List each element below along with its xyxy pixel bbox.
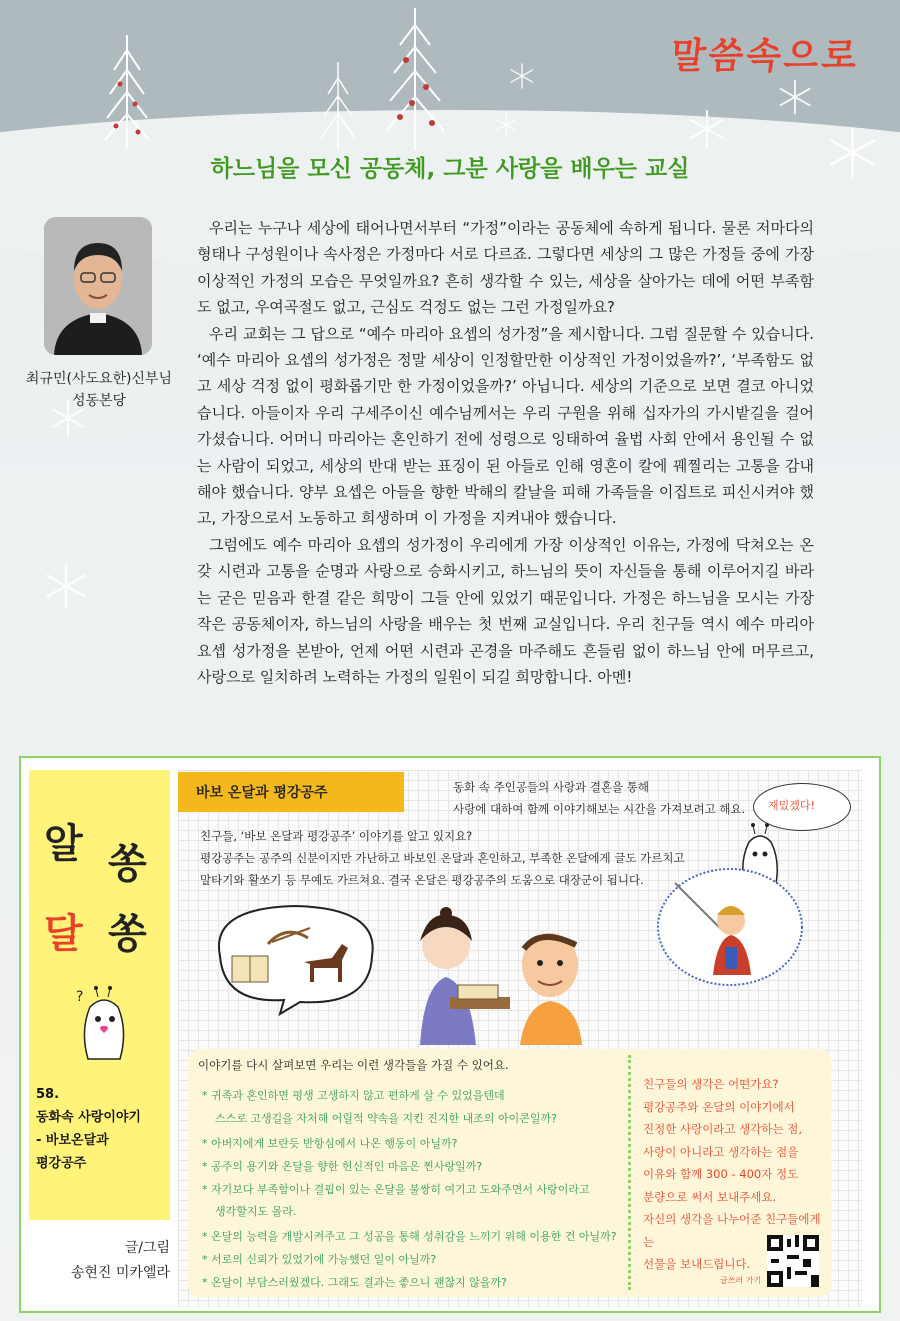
intro-line: 동화 속 주인공들의 사랑과 결혼을 통해 (453, 780, 650, 794)
snowflake-icon (508, 62, 536, 90)
story-line: 친구들, ‘바보 온달과 평강공주’ 이야기를 알고 있지요? (200, 829, 473, 843)
comic-tag-label: 바보 온달과 평강공주 (196, 785, 328, 801)
divider (628, 1055, 631, 1290)
episode-line: 동화속 사랑이야기 (36, 1110, 141, 1125)
thought-bubble-illustration (200, 898, 390, 1016)
page-title: 하느님을 모신 공동체, 그분 사랑을 배우는 교실 (210, 156, 690, 182)
episode-line: 평강공주 (36, 1156, 87, 1171)
side-title-char: 쏭 (108, 911, 147, 957)
discussion-item: * 귀족과 혼인하면 평생 고생하지 않고 편하게 살 수 있었을텐데 (202, 1089, 505, 1102)
svg-text:?: ? (76, 989, 84, 1005)
side-title-char: 달 (44, 911, 83, 957)
snowflake-icon (42, 562, 90, 610)
snowflake-icon (686, 108, 728, 150)
note-line: 분량으로 써서 보내주세요. (643, 1189, 777, 1204)
side-title-char: 알 (44, 821, 83, 867)
qr-code[interactable] (767, 1235, 819, 1287)
discussion-item: * 공주의 용기와 온달을 향한 헌신적인 마음은 찐사랑일까? (202, 1160, 483, 1173)
discussion-item: * 온달이 부담스러웠겠다. 그래도 결과는 좋으니 괜찮지 않을까? (202, 1276, 507, 1289)
snowflake-icon (776, 78, 814, 116)
intro-line: 사랑에 대하여 함께 이야기해보는 시간을 가져보려고 해요. (453, 802, 746, 816)
episode-line: 58. (36, 1087, 60, 1102)
discussion-item: 스스로 고생길을 자처해 어릴적 약속을 지킨 진지한 내조의 아이콘일까? (215, 1112, 557, 1125)
speech-bubble-text: 재밌겠다! (768, 799, 815, 812)
tree-decoration (382, 5, 448, 150)
discussion-item: 생각할지도 몰라. (215, 1205, 297, 1218)
author-parish: 성동본당 (71, 393, 127, 409)
write-link-label[interactable]: 글쓰러 가기 (720, 1276, 762, 1285)
side-title-char: 쏭 (108, 841, 147, 887)
discussion-item: * 온달의 능력을 개발시켜주고 그 성공을 통해 성취감을 느끼기 위해 이용한 건 아닐까? (202, 1230, 617, 1243)
note-line: 사랑이 아니라고 생각하는 점을 (643, 1144, 799, 1159)
author-photo (44, 217, 152, 355)
episode-label (36, 1083, 141, 1175)
note-line: 친구들의 생각은 어떤가요? (643, 1077, 779, 1091)
discussion-title: 이야기를 다시 살펴보면 우리는 이런 생각들을 가질 수 있어요. (198, 1058, 509, 1072)
general-illustration (655, 863, 805, 991)
article-paragraph: 우리 교회는 그 답으로 “예수 마리아 요셉의 성가정”을 제시합니다. 그럼 질문할 수 있습니다. ‘예수 마리아 요셉의 성가정은 정말 세상이 인정할만한 이상적인 가정이었을까?’, ‘부족함도 없고 세상 걱정 없이 평화롭기만 한 가정이었을까?’ 아닙니다. 세상의 기준으로 보면 결코 아니었습니다. 아들이자 우리 구세주이신 예수님께서는 우리 구원을 위해 십자가의 가시밭길을 걸어가셨습니다. 어머니 마리아는 혼인하기 전에 성령으로 잉태하여 율법 사회 안에서 용인될 수 없는 사람이 되었고, 세상의 반대 받는 표징이 된 아들로 인해 영혼이 칼에 꿰찔리는 고통을 감내해야 했습니다. 양부 요셉은 아들을 향한 박해의 칼날을 피해 가족들을 이집트로 피신시켜야 했고, 가장으로서 노동하고 희생하며 이 가정을 지켜내야 했습니다. (197, 324, 814, 528)
story-text (200, 825, 685, 891)
article-paragraph: 우리는 누구나 세상에 태어나면서부터 “가정”이라는 공동체에 속하게 됩니다. 물론 저마다의 형태나 구성원이나 속사정은 가정마다 서로 다르죠. 그렇다면 세상의 그 많은 가정들 중에 가장 이상적인 가정의 모습은 무엇일까요? 흔히 생각할 수 있는, 세상을 살아가는 데에 어떤 부족함도 없고, 우여곡절도 없고, 근심도 걱정도 없는 그런 가정일까요? (197, 219, 814, 317)
comic-intro (453, 776, 745, 820)
corner-section-title: 말씀속으로 (668, 36, 862, 77)
note-line: 진정한 사랑이라고 생각하는 점, (643, 1122, 803, 1136)
princess-and-ondal-illustration (400, 905, 640, 1045)
note-line: 선물을 보내드립니다. (643, 1257, 751, 1271)
comic-author-label: 글/그림 (124, 1240, 170, 1256)
tree-decoration (318, 60, 358, 150)
tree-decoration (102, 30, 152, 150)
author-name: 최규민(사도요한)신부님 (25, 371, 173, 387)
discussion-item: * 서로의 신뢰가 있었기에 가능했던 일이 아닐까? (202, 1253, 437, 1266)
episode-line: - 바보온달과 (36, 1133, 109, 1148)
story-line: 말타기와 활쏘기 등 무예도 가르쳐요. 결국 온달은 평강공주의 도움으로 대장군이 됩니다. (200, 873, 644, 887)
note-line: 평강공주와 온달의 이야기에서 (643, 1099, 795, 1114)
discussion-item: * 아버지에게 보란듯 반항심에서 나온 행동이 아닐까? (202, 1137, 458, 1150)
note-line: 이유와 함께 300 - 400자 정도 (643, 1167, 799, 1181)
mascot-icon (70, 985, 132, 1065)
note-line: 자신의 생각을 나누어준 친구들에게는 (643, 1212, 821, 1249)
article-body (197, 215, 814, 690)
discussion-item: * 자기보다 부족함이나 결핍이 있는 온달을 불쌍히 여기고 도와주면서 사랑이라고 (202, 1183, 590, 1196)
snowflake-icon (493, 112, 519, 138)
comic-author-name: 송현진 미카엘라 (70, 1265, 170, 1281)
article-paragraph: 그럼에도 예수 마리아 요셉의 성가정이 우리에게 가장 이상적인 이유는, 가정에 닥쳐오는 온갖 시련과 고통을 순명과 사랑으로 승화시키고, 하느님의 뜻이 자신들을 통해 이루어지길 바라는 굳은 믿음과 한결 같은 희망이 그들 안에 있었기 때문입니다. 가정은 하느님을 모시는 가장 작은 공동체이자, 하느님의 사랑을 배우는 첫 번째 교실입니다. 우리 친구들 역시 예수 마리아 요셉 성가정을 본받아, 언제 어떤 시련과 곤경을 마주해도 흔들림 없이 하느님 안에 머무르고, 사랑으로 일치하려 노력하는 가정의 일원이 되길 희망합니다. 아멘! (197, 535, 814, 686)
story-line: 평강공주는 공주의 신분이지만 가난하고 바보인 온달과 혼인하고, 부족한 온달에게 글도 가르치고 (200, 851, 685, 865)
